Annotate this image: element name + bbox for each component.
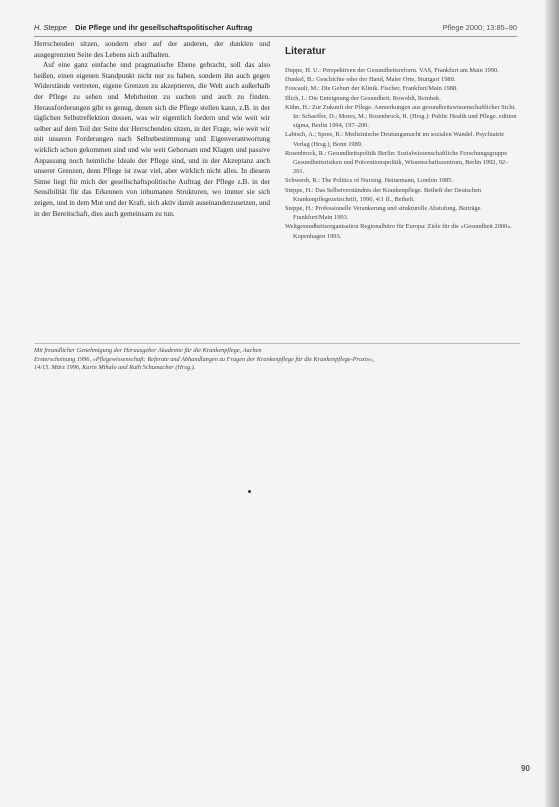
body-text-column bbox=[34, 39, 270, 219]
footnote-line: Mit freundlicher Genehmigung der Herausgeber Akademie für die Krankenpflege, Aachen bbox=[34, 347, 262, 354]
header-journal: Pflege 2000; 13:85–90 bbox=[442, 23, 517, 32]
literature-heading: Literatur bbox=[285, 46, 326, 57]
literature-section bbox=[285, 46, 519, 241]
running-header bbox=[34, 22, 517, 37]
reference-item: Illich, I.: Die Enteignung der Gesundheit. Rowohlt, Reinbek. bbox=[285, 94, 441, 102]
footnote-line: Ersterscheinung 1996, »Pflegewissenschaft: Referate und Abhandlungen zu Fragen der Krankenpflege für die Krankenpflege-Praxis«, bbox=[34, 355, 374, 363]
footnote bbox=[34, 343, 520, 373]
scan-speck bbox=[248, 490, 251, 493]
body-paragraph: Herrschenden sitzen, sondern eher auf der anderen, der dunklen und ausgegrenzten Seite des Lebens sich aufhalten. bbox=[34, 40, 270, 59]
header-title: Die Pflege und ihr gesellschaftspolitischer Auftrag bbox=[75, 23, 253, 32]
reference-item: Schwerdt, R.: The Politics of Nursing. Heinemann, London 1985. bbox=[285, 177, 453, 185]
reference-item: Kühn, H.: Zur Zukunft der Pflege. Anmerkungen aus gesundheitswissenschaftlicher Sicht. In: Schaeffer, D.; Moers, M.; Rosenbrock, R. (Hrsg.): Public Health und Pflege. edition sigma, Berlin 1994, 197–200. bbox=[285, 103, 517, 130]
header-separator bbox=[69, 23, 73, 32]
reference-item: Labisch, A.; Spree, R.: Medizinische Deutungsmacht im sozialen Wandel. Psychiatrie Verlag (Hrsg.), Bonn 1989. bbox=[285, 131, 505, 148]
reference-item: Steppe, H.: Professionelle Verankerung und strukturelle Abstufung. Beiträge. Frankfurt/Main 1993. bbox=[285, 205, 483, 222]
reference-item: Rosenbrock, R.: Gesundheitspolitik Berlin: Sozialwissenschaftliche Forschungsgruppe Gesundheitsrisiken und Präventionspolitik, Wissenschaftszentrum, Berlin 1992, 92–201. bbox=[285, 149, 509, 176]
scan-edge-shadow bbox=[545, 0, 559, 807]
reference-item: Weltgesundheitsorganisation Regionalbüro für Europa: Ziele für die »Gesundheit 2000«. Kopenhagen 1993. bbox=[285, 223, 513, 240]
reference-item: Foucault, M.: Die Geburt der Klinik. Fischer, Frankfurt/Main 1988. bbox=[285, 85, 458, 93]
footnote-line: 14/15. März 1996, Karin Mihalo und Ruth Schumacher (Hrsg.). bbox=[34, 364, 196, 372]
reference-item: Dunkel, B.: Geschichte oder der Hand, Maler Orte, Stuttgart 1980. bbox=[285, 76, 456, 84]
header-author: H. Steppe bbox=[34, 23, 67, 32]
body-paragraph: Auf eine ganz einfache und pragmatische Ebene gebracht, soll das also heißen, einen eigenen Standpunkt nicht nur zu haben, sondern ihn auch gegen Widerstände vertreten, eigene Grenzen zu akzeptieren, die Welt auch außerhalb der Pflege zu sehen und Mehrheiten zu suchen und auch zu finden. Herausforderungen gibt es genug, denen sich die Pflege stellen kann, z.B. in der täglichen Selbstreflektion dessen, was wir eigentlich fordern und wie weit wir selber auf dem Teil der Seite der Herrschenden sitzen, in der Frage, wie weit wir mit unseren Forderungen nach Selbstbestimmung und Eigenverantwortung wirklich schon gekommen sind und wie weit Gehorsam und Klagen und passive Anpassung noch heimliche Ideale der Pflege sind, und in der Akzeptanz auch unserer Grenzen, denn Pflege ist zwar viel, aber wirklich nicht alles. In diesem Sinne liegt für mich der gesellschaftspolitische Auftrag der Pflege z.B. in der Sensibilität für das Erkennen von inhumanen Strukturen, wo immer sie sich zeigen, und in dem Mut und der Kraft, sich aktiv damit auseinanderzusetzen, und in der Bereitschaft, dies auch gemeinsam zu tun. bbox=[34, 61, 270, 218]
reference-item: Duppe, H. U.: Perspektiven der Gesundheitsreform. VAS, Frankfurt am Main 1990. bbox=[285, 67, 499, 74]
page-number: 90 bbox=[521, 764, 530, 773]
reference-item: Steppe, H.: Das Selbstverständnis der Krankenpflege. Beiheft der Deutschen Krankenpflegezeitschrift, 1990, 4:1 ff., Beiheft. bbox=[285, 186, 482, 203]
